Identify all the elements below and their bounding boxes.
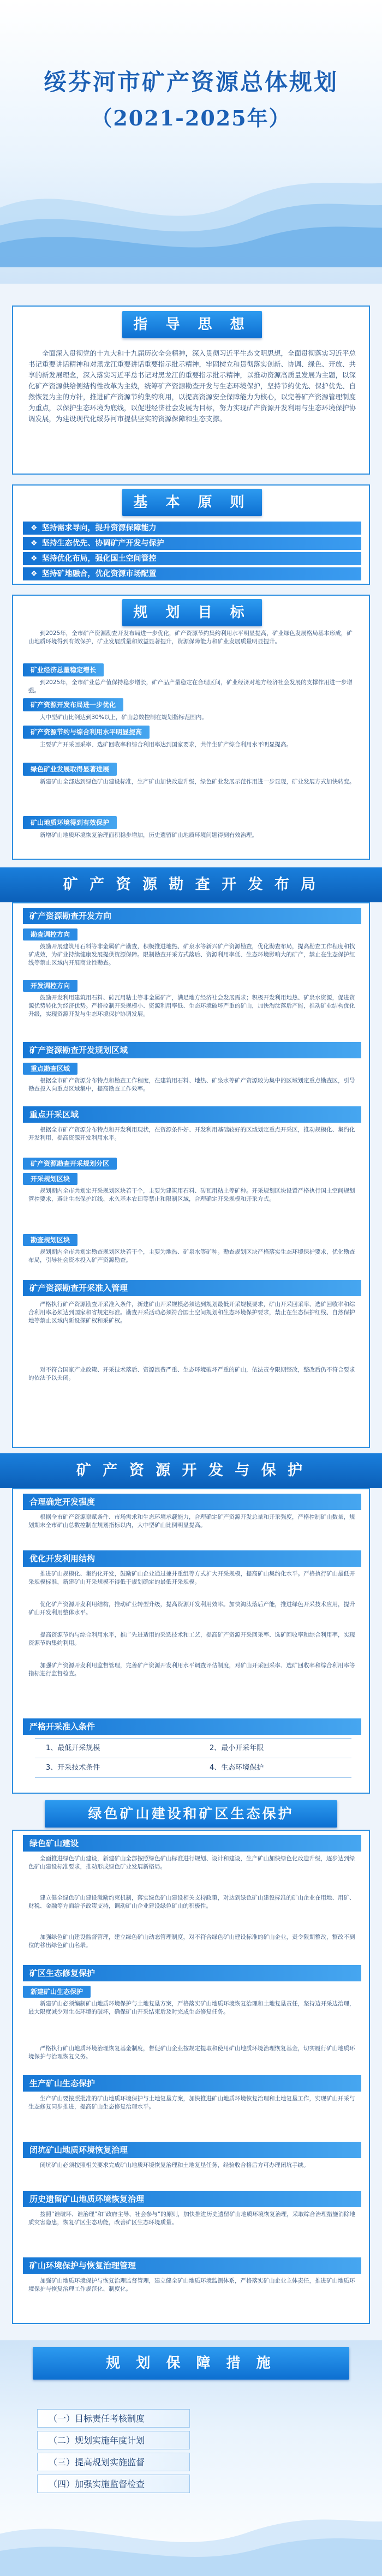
green-text-5: 严格执行矿山地质环境治理恢复基金制度，督促矿山企业按规定提取和使用矿山地质环境治理恢复基金，切实履行矿山地质环境保护与治理恢复义务。 <box>28 2045 355 2060</box>
green-sub-1: 矿区生态修复保护 <box>23 1965 361 1981</box>
measures-section <box>0 2340 382 2576</box>
divider <box>35 1738 351 1739</box>
goal-text-1: 到2025年，全市矿业总产值保持稳步增长，矿产品产量稳定在合理区间，矿业经济对地方经济社会发展的支撑作用进一步增强。 <box>28 679 353 694</box>
grid-cell-3: 3、开采技术条件 <box>46 1764 100 1772</box>
exploration-text-3: 根据全市矿产资源分布特点和勘查工作程度，在建筑用石料、地热、矿泉水等矿产资源较为集中的区域划定重点勘查区，引导勘查投入向重点区域集中，提高勘查工作效率。 <box>28 1077 355 1092</box>
protection-text-1: 根据全市矿产资源禀赋条件、市场需求和生态环境承载能力，合理确定矿产资源开发总量和开采强度，严格控制矿山数量，规划期末全市矿山总数控制在规划指标以内，大中型矿山比例明显提高。 <box>28 1514 355 1529</box>
exploration-text-8: 对不符合国家产业政策、开采技术落后、资源浪费严重、生态环境破坏严重的矿山，依法责令限期整改，整改后仍不符合要求的依法予以关闭。 <box>28 1367 355 1381</box>
exploration-text-5: 规划期内全市共划定开采规划区块若干个，主要为建筑用石料、砖瓦用粘土等矿种。开采规划区块设置严格执行国土空间规划管控要求，避让生态保护红线、永久基本农田等禁止和限制区域，合理确定开采规模和开采方式。 <box>28 1188 355 1202</box>
green-text-1: 全面推进绿色矿山建设，新建矿山全部按照绿色矿山标准进行规划、设计和建设，生产矿山加快绿色化改造升级，逐步达到绿色矿山建设标准要求，推动形成绿色矿业发展新格局。 <box>28 1855 355 1870</box>
goal-text-4: 新建矿山全部达到绿色矿山建设标准，生产矿山加快改造升级，绿色矿业发展示范作用进一步显现，矿业发展方式加快转变。 <box>40 778 355 785</box>
exploration-text-4: 根据全市矿产资源分布特点和开发利用现状，在资源条件好、开发利用基础较好的区域划定重点开采区，推动规模化、集约化开发利用，提高资源开发利用水平。 <box>28 1127 355 1141</box>
grid-cell-2: 2、最小开采年限 <box>210 1744 264 1752</box>
exploration-text-1: 鼓励开展建筑用石料等非金属矿产勘查，积极推进地热、矿泉水等新兴矿产资源勘查，优化勘查布局，提高勘查工作程度和找矿成效，为矿业持续健康发展提供资源保障。限制勘查开采方式落后、资源利用率低、生态环境影响大的矿产，禁止在生态保护红线等禁止区域内开展商业性勘查。 <box>28 943 355 966</box>
grid-cell-4: 4、生态环境保护 <box>210 1764 264 1772</box>
exploration-band-title: 矿 产 资 源 勘 查 开 发 布 局 <box>63 876 319 893</box>
green-body <box>12 1830 370 2324</box>
protection-text-2: 推进矿山规模化、集约化开发，鼓励矿山企业通过兼并重组等方式扩大开采规模，提高矿山集约化水平。严格执行矿山最低开采规模标准，新建矿山开采规模不得低于规划确定的最低开采规模。 <box>28 1571 355 1585</box>
protection-bar-1: 合理确定开发强度 <box>23 1494 361 1510</box>
wave-decoration <box>0 136 382 267</box>
green-section <box>12 1800 370 2324</box>
guiding-text: 全面深入贯彻党的十九大和十九届历次全会精神，深入贯彻习近平生态文明思想，全面贯彻落实习近平总书记重要讲话精神和对黑龙江重要讲话重要指示批示精神，牢固树立和贯彻落实创新、协调、绿色、开放、共享的新发展理念，深入落实习近平总书记对黑龙江的重要指示批示精神，以推动资源高质量发展为主题，以深化矿产资源供给侧结构性改革为主线，统筹矿产资源勘查开发与生态环境保护，坚持节约优先、保护优先、自然恢复为主的方针，推进矿产资源节约集约利用，以提高资源安全保障能力为核心，以完善矿产资源管理制度为重点，以保护生态环境为底线，以促进经济社会发展为目标，努力实现矿产资源开发利用与生态环境保护协调发展，为建设现代化绥芬河市提供坚实的资源保障和生态支撑。 <box>28 349 356 423</box>
green-bar-4: 闭坑矿山地质环境恢复治理 <box>23 2142 361 2158</box>
green-text-2: 建立健全绿色矿山建设激励约束机制，落实绿色矿山建设相关支持政策，对达到绿色矿山建设标准的矿山企业在用地、用矿、财税、金融等方面给予政策支持，调动矿山企业建设绿色矿山的积极性。 <box>28 1895 355 1909</box>
measures-title: 规 划 保 障 措 施 <box>33 2347 349 2380</box>
green-text-6: 生产矿山要按照批准的矿山地质环境保护与土地复垦方案，加快推进矿山地质环境恢复治理和土地复垦工作，实现矿山开采与生态修复同步推进，提高矿山生态修复治理水平。 <box>28 2095 355 2110</box>
principle-item-1: ❖ 坚持需求导向，提升资源保障能力 <box>23 522 361 535</box>
protection-bar-3: 严格开采准入条件 <box>23 1718 361 1735</box>
page-title: 绥芬河市矿产资源总体规划 <box>43 69 338 95</box>
exploration-bar-4: 重点开采区域 <box>23 1106 361 1123</box>
page-period: （2021-2025年） <box>91 106 291 130</box>
protection-text-5: 加强矿产资源开发利用监督管理，完善矿产资源开发利用水平调查评估制度，对矿山开采回采率、选矿回收率和综合利用率等指标进行监督检查。 <box>28 1662 355 1677</box>
green-text-8: 按照“谁破坏、谁治理”和“政府主导、社会参与”的原则，加快推进历史遗留矿山地质环境恢复治理，采取综合治理措施消除地质灾害隐患，恢复矿区生态功能，改善矿区生态环境质量。 <box>28 2211 356 2226</box>
goal-bar-2: 矿产资源开发布局进一步优化 <box>23 698 123 711</box>
guiding-title: 指 导 思 想 <box>122 311 262 338</box>
exploration-sub-3: 矿产资源勘查开采规划分区 <box>23 1158 117 1170</box>
goals-title: 规 划 目 标 <box>122 599 262 626</box>
protection-band-title: 矿 产 资 源 开 发 与 保 护 <box>76 1462 306 1479</box>
exploration-bar-2: 开发调控方向 <box>23 980 77 992</box>
green-bar-1: 绿色矿山建设 <box>23 1835 361 1852</box>
measure-item-1: （一）目标责任考核制度 <box>37 2409 190 2428</box>
goals-intro: 到2025年，全市矿产资源勘查开发布局进一步优化，矿产资源节约集约利用水平明显提高，矿业绿色发展格局基本形成，矿山地质环境得到有效保护，矿业发展质量和效益显著提升，资源保障能力和矿业发展质量明显提升。 <box>28 630 353 645</box>
measure-item-3: （三）提高规划实施监督 <box>37 2453 190 2471</box>
exploration-sub-2: 矿产资源勘查开发规划区域 <box>23 1042 361 1058</box>
protection-band <box>0 1453 382 1488</box>
goal-text-3: 主要矿产开采回采率、选矿回收率和综合利用率达到国家要求，共伴生矿产综合利用水平明显提高。 <box>40 741 292 748</box>
goal-bar-1: 矿业经济总量稳定增长 <box>23 663 104 676</box>
wave-decoration <box>0 2504 382 2576</box>
goal-bar-3: 矿产资源节约与综合利用水平明显提高 <box>23 726 150 739</box>
exploration-bar-6: 勘查规划区块 <box>23 1234 77 1246</box>
measure-item-2: （二）规划实施年度计划 <box>37 2431 190 2449</box>
principles-section <box>12 484 370 585</box>
goal-bar-5: 矿山地质环境得到有效保护 <box>23 816 117 829</box>
principle-item-2: ❖ 坚持生态优先、协调矿产开发与保护 <box>23 537 361 550</box>
principles-title: 基 本 原 则 <box>122 489 262 516</box>
exploration-section <box>12 902 370 1448</box>
exploration-bar-1: 勘查调控方向 <box>23 928 77 940</box>
green-text-4: 新建矿山必须编制矿山地质环境保护与土地复垦方案，严格落实矿山地质环境恢复治理和土地复垦责任，坚持边开采边治理，最大限度减少对生态环境的破坏，确保矿山开采结束后及时完成生态修复任务。 <box>28 2000 355 2015</box>
exploration-text-7: 严格执行矿产资源勘查开采准入条件，新建矿山开采规模必须达到规划最低开采规模要求，矿山开采回采率、选矿回收率和综合利用率必须达到国家和省规定标准。勘查开采活动必须符合国土空间规划和生态环境保护要求，禁止在生态保护红线、自然保护地等禁止区域内新设探矿权和采矿权。 <box>28 1301 355 1324</box>
green-bar-2: 新建矿山生态保护 <box>23 1986 91 1998</box>
exploration-sub-1: 矿产资源勘查开发方向 <box>23 908 361 924</box>
green-title: 绿色矿山建设和矿区生态保护 <box>45 1800 337 1828</box>
green-text-9: 加强矿山地质环境保护与恢复治理监督管理，建立健全矿山地质环境监测体系，严格落实矿山企业主体责任，推进矿山地质环境保护与恢复治理工作规范化、制度化。 <box>28 2278 355 2292</box>
protection-section <box>12 1488 370 1794</box>
exploration-bar-5: 开采规划区块 <box>23 1173 77 1185</box>
protection-text-3: 优化矿产资源开发利用结构，推动矿业转型升级，提高资源开发利用效率。加快淘汰落后产能，推进绿色开采技术应用，提升矿山开发利用整体水平。 <box>28 1601 355 1616</box>
green-bar-3: 生产矿山生态保护 <box>23 2075 361 2092</box>
principle-item-3: ❖ 坚持优化布局，强化国土空间管控 <box>23 552 361 565</box>
exploration-text-2: 鼓励开发利用建筑用石料、砖瓦用粘土等非金属矿产，满足地方经济社会发展需求；积极开发利用地热、矿泉水资源，促进资源优势转化为经济优势。严格控制开采规模小、资源利用率低、生态环境破坏严重的矿山，加快淘汰落后产能，推动矿业结构优化升级，实现资源开发与生态环境保护协调发展。 <box>28 995 355 1017</box>
exploration-sub-4: 矿产资源勘查开采准入管理 <box>23 1280 361 1296</box>
goal-text-5: 新增矿山地质环境恢复治理面积稳步增加，历史遗留矿山地质环境问题得到有效治理。 <box>40 832 258 838</box>
goal-bar-4: 绿色矿业发展取得显著进展 <box>23 763 117 776</box>
green-text-3: 加强绿色矿山建设监督管理，建立绿色矿山动态管理制度，对不符合绿色矿山建设标准的矿山企业，责令限期整改，整改不到位的移出绿色矿山名录。 <box>28 1934 355 1949</box>
green-bar-6: 矿山环境保护与恢复治理管理 <box>23 2257 361 2274</box>
exploration-text-6: 规划期内全市共划定勘查规划区块若干个，主要为地热、矿泉水等矿种。勘查规划区块严格落实生态环境保护要求，优化勘查布局，引导社会资本投入矿产资源勘查。 <box>28 1249 355 1263</box>
measure-item-4: （四）加强实施监督检查 <box>37 2475 190 2493</box>
guiding-section <box>12 305 370 475</box>
exploration-band <box>0 867 382 902</box>
header-banner <box>0 0 382 284</box>
green-bar-5: 历史遗留矿山地质环境恢复治理 <box>23 2191 361 2207</box>
protection-bar-2: 优化开发利用结构 <box>23 1550 361 1567</box>
principle-item-4: ❖ 坚持矿地融合，优化资源市场配置 <box>23 567 361 580</box>
divider <box>35 1777 351 1778</box>
green-text-7: 闭坑矿山必须按照相关要求完成矿山地质环境恢复治理和土地复垦任务，经验收合格后方可办理闭坑手续。 <box>40 2162 309 2168</box>
grid-cell-1: 1、最低开采规模 <box>46 1744 100 1752</box>
protection-text-4: 提高资源节约与综合利用水平，推广先进适用的采选技术和工艺，提高矿产资源开采回采率、选矿回收率和综合利用率，实现资源节约集约利用。 <box>28 1632 355 1646</box>
exploration-bar-3: 重点勘查区域 <box>23 1063 77 1075</box>
goals-section <box>12 595 370 860</box>
goal-text-2: 大中型矿山比例达到30%以上，矿山总数控制在规划指标范围内。 <box>40 714 207 721</box>
